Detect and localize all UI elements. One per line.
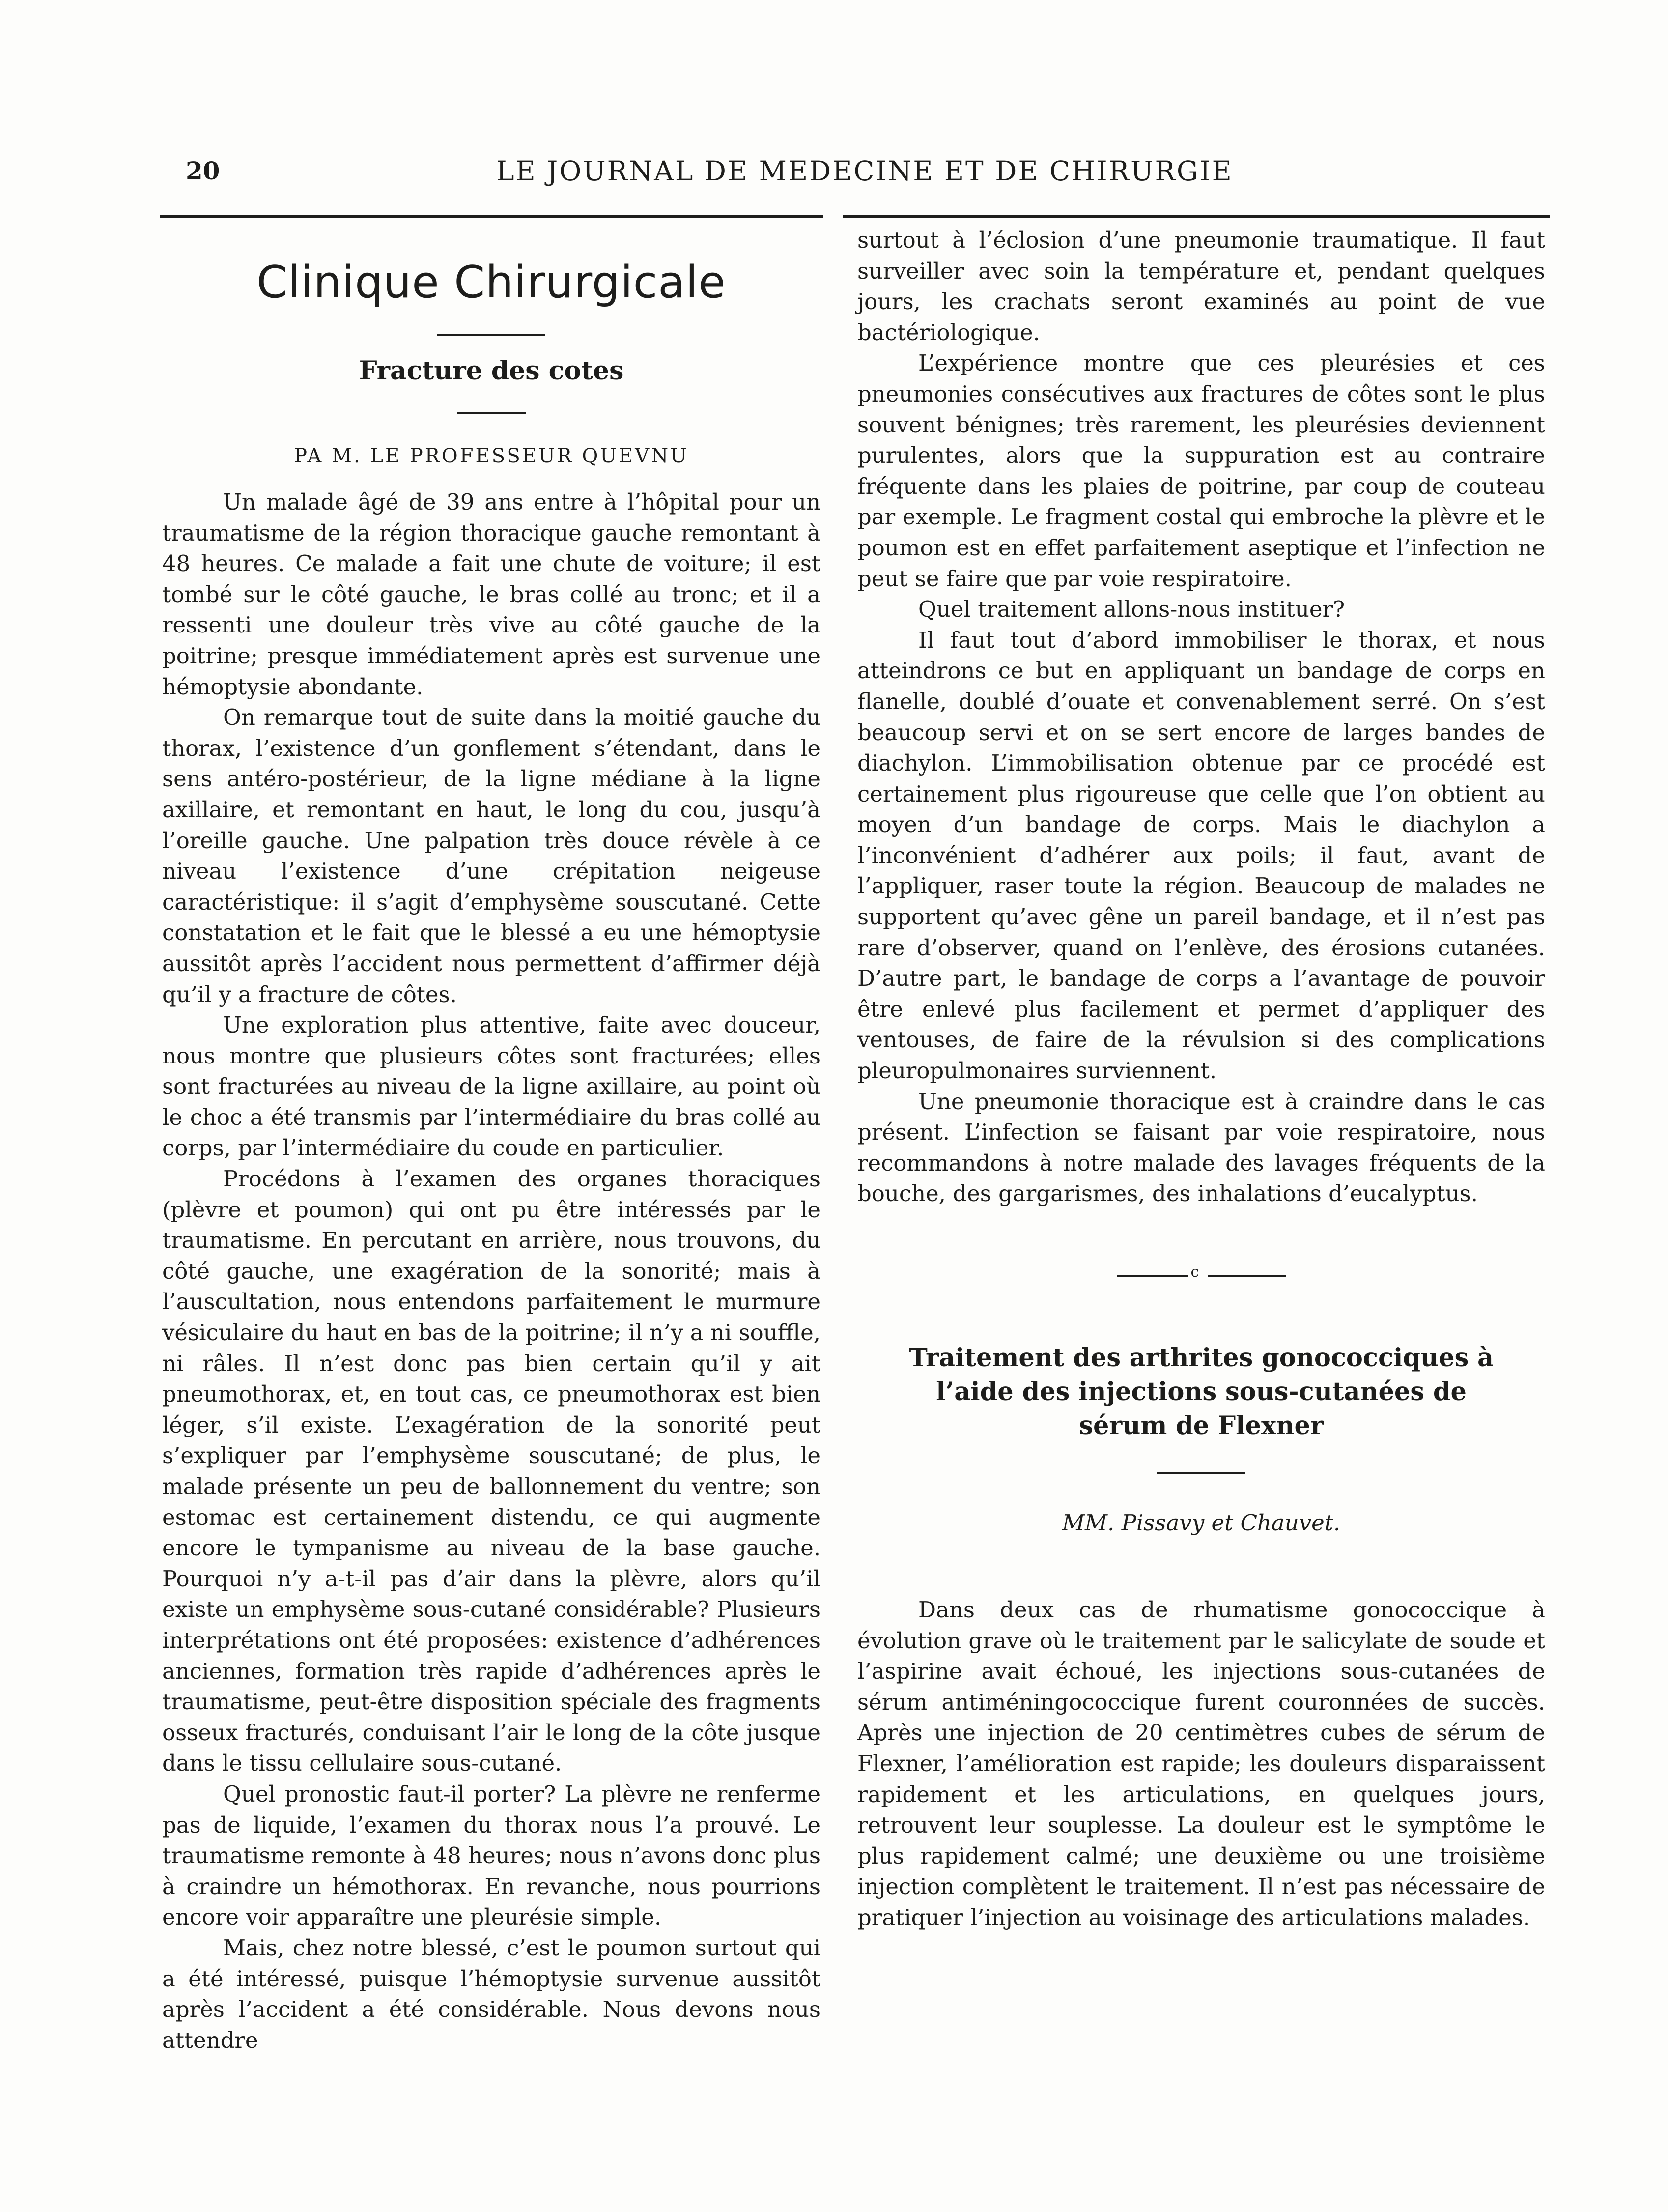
article2-title-rule <box>1157 1472 1245 1474</box>
paragraph: L’expérience montre que ces pleurésies et ces pneumonies consécutives aux fractures de côtes sont le plus souvent bénignes; très rarement, les pleurésies deviennent purulentes, alors que la suppuration est au contraire fréquente dans les plaies de poitrine, par coup de couteau par exemple. Le fragment costal qui embroche la plèvre et le poumon est en effet parfaitement aseptique et l’infection ne peut se faire que par voie respiratoire. <box>857 350 1545 592</box>
paragraph: Procédons à l’examen des organes thoraciques (plèvre et poumon) qui ont pu être intéressés par le traumatisme. En percutant en arrière, nous trouvons, du côté gauche, une exagération de la sonorité; mais à l’auscultation, nous entendons parfaitement le murmure vésiculaire du haut en bas de la poitrine; il n’y a ni souffle, ni râles. Il n’est donc pas bien certain qu’il y ait pneumothorax, et, en tout cas, ce pneumothorax est bien léger, s’il existe. L’exagération de la sonorité peut s’expliquer par l’emphysème souscutané; de plus, le malade présente un peu de ballonnement du ventre; son estomac est certainement distendu, ce qui augmente encore le tympanisme au niveau de la base gauche. Pourquoi n’y a-t-il pas d’air dans la plèvre, alors qu’il existe un emphysème sous-cutané considérable? Plusieurs interprétations ont été proposées: existence d’adhérences anciennes, formation très rapide d’adhérences après le traumatisme, peut-être disposition spéciale des fragments osseux fracturés, conduisant l’air le long de la côte jusque dans le tissu cellulaire sous-cutané. <box>162 1166 821 1777</box>
right-column <box>857 225 1545 1933</box>
paragraph: Un malade âgé de 39 ans entre à l’hôpital pour un traumatisme de la région thoracique gauche remontant à 48 heures. Ce malade a fait une chute de voiture; il est tombé sur le côté gauche, le bras collé au tronc; et il a ressenti une douleur très vive au côté gauche de la poitrine; presque immédiatement après est survenue une hémoptysie abondante. <box>162 489 820 700</box>
paragraph: Quel traitement allons-nous instituer? <box>918 596 1345 623</box>
article2-title <box>857 1341 1545 1443</box>
page-number: 20 <box>186 156 220 185</box>
header-rule-left <box>160 215 823 218</box>
separator-line <box>1208 1275 1286 1277</box>
article2-title-line: Traitement des arthrites gonococciques à <box>908 1343 1494 1373</box>
section-title: Clinique Chirurgicale <box>256 257 726 308</box>
article2-byline: MM. Pissavy et Chauvet. <box>1062 1510 1341 1536</box>
separator-line <box>1117 1275 1188 1277</box>
paragraph: Une pneumonie thoracique est à craindre dans le cas présent. L’infection se faisant par voie respiratoire, nous recommandons à notre malade des lavages fréquents de la bouche, des gargarismes, des inhalations d’eucalyptus. <box>857 1088 1545 1207</box>
paragraph: Une exploration plus attentive, faite avec douceur, nous montre que plusieurs côtes sont fracturées; elles sont fracturées au niveau de la ligne axillaire, au point où le choc a été transmis par l’intermédiaire du bras collé au corps, par l’intermédiaire du coude en particulier. <box>162 1012 820 1161</box>
left-column <box>162 225 820 2056</box>
article-body <box>162 487 820 2056</box>
paragraph: Il faut tout d’abord immobiliser le thorax, et nous atteindrons ce but en appliquant un bandage de corps en flanelle, doublé d’ouate et convenablement serré. On s’est beaucoup servi et on se sert encore de larges bandes de diachylon. L’immobilisation obtenue par ce procédé est certainement plus rigoureuse que celle que l’on obtient au moyen d’un bandage de corps. Mais le diachylon a l’inconvénient d’adhérer aux poils; il faut, avant de l’appliquer, raser toute la région. Beaucoup de malades ne supportent qu’avec gêne un pareil bandage, et il n’est pas rare d’observer, quand on l’enlève, des érosions cutanées. D’autre part, le bandage de corps a l’avantage de pouvoir être enlevé plus facilement et permet d’appliquer des ventouses, de faire de la révulsion si des complications pleuropulmonaires surviennent. <box>857 627 1545 1084</box>
article2-paragraph: Dans deux cas de rhumatisme gonococcique à évolution grave où le traitement par le salicylate de soude et l’aspirine avait échoué, les injections sous-cutanées de sérum antiméningococcique furent couronnées de succès. Après une injection de 20 centimètres cubes de sérum de Flexner, l’amélioration est rapide; les douleurs disparaissent rapidement et les articulations, en quelques jours, retrouvent leur souplesse. La douleur est le symptôme le plus rapidement calmé; une deuxième ou une troisième injection complètent le traitement. Il n’est pas nécessaire de pratiquer l’injection au voisinage des articulations malades. <box>857 1597 1545 1930</box>
journal-title: LE JOURNAL DE MEDECINE ET DE CHIRURGIE <box>496 155 1233 187</box>
article2-title-line: l’aide des injections sous-cutanées de <box>936 1377 1467 1407</box>
paragraph: On remarque tout de suite dans la moitié gauche du thorax, l’existence d’un gonflement s’étendant, dans le sens antéro-postérieur, de la ligne médiane à la ligne axillaire, et remontant en haut, le long du cou, jusqu’à l’oreille gauche. Une palpation très douce révèle à ce niveau l’existence d’une crépitation neigeuse caractéristique: il s’agit d’emphysème souscutané. Cette constatation et le fait que le blessé a eu une hémoptysie aussitôt après l’accident nous permettent d’affirmer déjà qu’il y a fracture de côtes. <box>162 704 820 1007</box>
paragraph: Quel pronostic faut-il porter? La plèvre ne renferme pas de liquide, l’examen du thorax nous l’a prouvé. Le traumatisme remonte à 48 heures; nous n’avons donc plus à craindre un hémothorax. En revanche, nous pourrions encore voir apparaître une pleurésie simple. <box>162 1781 820 1930</box>
article-title: Fracture des cotes <box>359 356 624 386</box>
article2-title-line: sérum de Flexner <box>1079 1411 1324 1440</box>
section-separator <box>1117 1264 1286 1283</box>
header-rule-right <box>843 215 1550 218</box>
paragraph: Mais, chez notre blessé, c’est le poumon surtout qui a été intéressé, puisque l’hémoptysie survenue aussitôt après l’accident a été considérable. Nous devons nous attendre <box>162 1934 820 2053</box>
article-byline: PA M. LE PROFESSEUR QUEVNU <box>294 445 689 467</box>
article-title-rule <box>457 412 526 414</box>
title-rule <box>437 334 545 336</box>
separator-glyph: c <box>1190 1264 1199 1281</box>
paragraph-continued: surtout à l’éclosion d’une pneumonie traumatique. Il faut surveiller avec soin la température et, pendant quelques jours, les crachats seront examinés au point de vue bactériologique. <box>857 227 1545 345</box>
